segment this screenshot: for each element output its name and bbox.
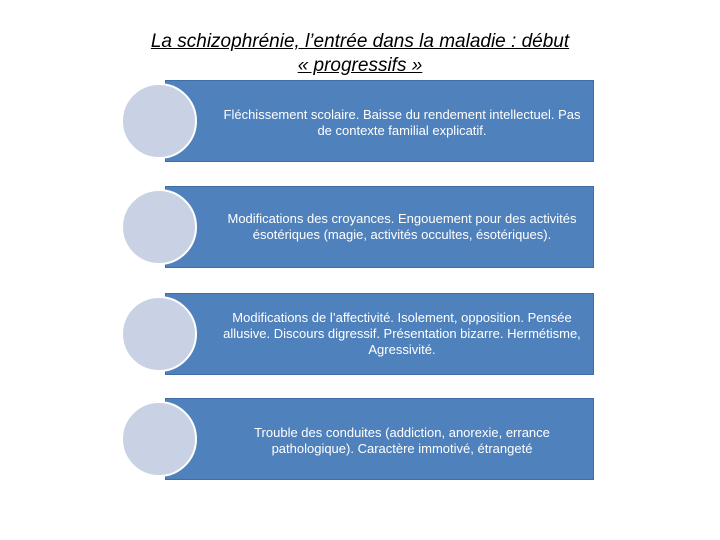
page-title xyxy=(110,30,610,78)
stage-row-1 xyxy=(0,80,720,162)
stage-text-1: Fléchissement scolaire. Baisse du rendement intellectuel. Pas de contexte familial explicatif. xyxy=(223,107,581,138)
title-line-2: « progressifs » xyxy=(297,55,423,76)
stage-circle-4 xyxy=(121,401,197,477)
stage-text-3: Modifications de l’affectivité. Isolement, opposition. Pensée allusive. Discours digressif. Présentation bizarre. Hermétisme, Agressivité. xyxy=(223,310,581,357)
stage-text-4: Trouble des conduites (addiction, anorexie, errance pathologique). Caractère immotivé, étrangeté xyxy=(254,425,550,456)
stage-text-2: Modifications des croyances. Engouement pour des activités ésotériques (magie, activités occultes, ésotériques). xyxy=(227,211,577,242)
stage-row-3 xyxy=(0,293,720,375)
title-line-1: La schizophrénie, l’entrée dans la maladie : début xyxy=(150,31,570,52)
stage-circle-1 xyxy=(121,83,197,159)
stage-row-4 xyxy=(0,398,720,480)
stage-circle-3 xyxy=(121,296,197,372)
stage-circle-2 xyxy=(121,189,197,265)
stage-row-2 xyxy=(0,186,720,268)
